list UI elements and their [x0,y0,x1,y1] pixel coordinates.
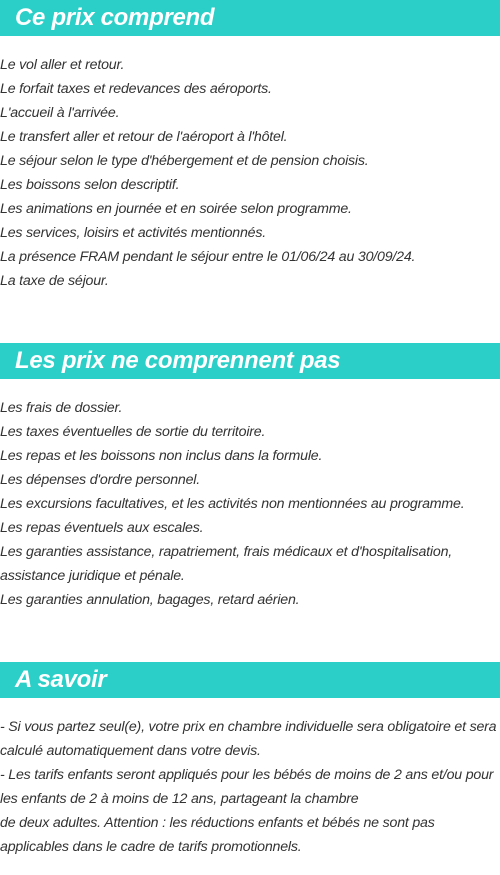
info-list [0,715,500,859]
section-title-ce-prix-comprend: Ce prix comprend [0,0,500,36]
list-item: Les frais de dossier. [0,400,123,416]
list-item: L'accueil à l'arrivée. [0,105,120,121]
list-item: Le transfert aller et retour de l'aéroport à l'hôtel. [0,129,288,145]
list-item: Le forfait taxes et redevances des aéroports. [0,81,272,97]
list-item: - Les tarifs enfants seront appliqués pour les bébés de moins de 2 ans et/ou pour les enfants de 2 à moins de 12 ans, partageant la chambre de deux adultes. Attention : les réductions enfants et bébés ne sont pas applicables dans le cadre de tarifs promotionnels. [0,767,494,855]
list-item: - Si vous partez seul(e), votre prix en chambre individuelle sera obligatoire et sera calculé automatiquement dans votre devis. [0,719,497,759]
list-item: Les boissons selon descriptif. [0,177,180,193]
section-title-prix-ne-comprennent-pas: Les prix ne comprennent pas [0,343,500,379]
list-item: La taxe de séjour. [0,273,109,289]
list-item: Les garanties annulation, bagages, retard aérien. [0,592,300,608]
list-item: Les garanties assistance, rapatriement, frais médicaux et d'hospitalisation, assistance juridique et pénale. [0,544,452,584]
list-item: Le vol aller et retour. [0,57,125,73]
list-item: Le séjour selon le type d'hébergement et de pension choisis. [0,153,369,169]
list-item: Les taxes éventuelles de sortie du territoire. [0,424,266,440]
section-title-a-savoir: A savoir [0,662,500,698]
list-item: Les repas éventuels aux escales. [0,520,204,536]
not-included-list [0,396,500,612]
list-item: Les excursions facultatives, et les activités non mentionnées au programme. [0,496,465,512]
included-list [0,53,500,293]
list-item: Les repas et les boissons non inclus dans la formule. [0,448,323,464]
list-item: La présence FRAM pendant le séjour entre le 01/06/24 au 30/09/24. [0,249,416,265]
list-item: Les services, loisirs et activités mentionnés. [0,225,266,241]
list-item: Les animations en journée et en soirée selon programme. [0,201,352,217]
list-item: Les dépenses d'ordre personnel. [0,472,201,488]
